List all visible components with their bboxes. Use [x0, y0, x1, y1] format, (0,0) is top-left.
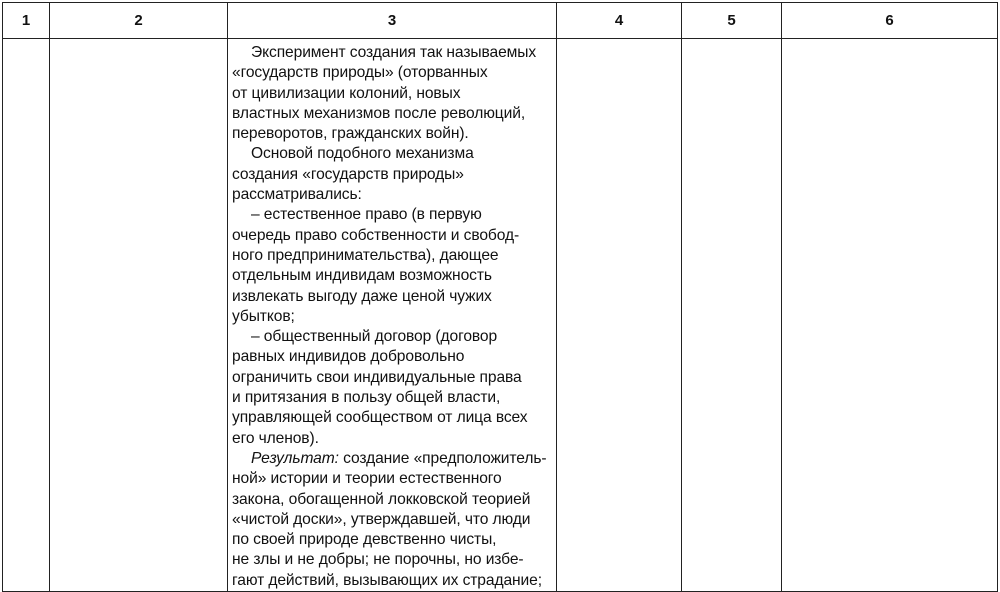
cell-col-2 — [50, 39, 228, 592]
cell-col-3 — [228, 39, 557, 592]
text-line: убытков; — [232, 307, 295, 325]
text-line: равных индивидов добровольно — [232, 348, 465, 366]
text-line: ной» истории и теории естественного — [232, 470, 502, 488]
column-3-text — [228, 39, 556, 591]
table-row — [3, 39, 998, 592]
text-line: «чистой доски», утверждавшей, что люди — [232, 510, 531, 528]
column-header-1: 1 — [3, 3, 50, 39]
text-line: отдельным индивидам возможность — [232, 267, 492, 285]
text-line: по своей природе девственно чисты, — [232, 531, 497, 549]
cell-col-5 — [682, 39, 782, 592]
result-text: создание «предположитель- — [338, 449, 547, 467]
text-line: Основой подобного механизма — [251, 145, 474, 163]
text-line: очередь право собственности и свобод- — [232, 226, 520, 244]
text-line: – естественное право (в первую — [251, 206, 482, 224]
cell-col-1 — [3, 39, 50, 592]
column-header-6: 6 — [782, 3, 998, 39]
text-line: ограничить свои индивидуальные права — [232, 368, 522, 386]
result-line — [232, 449, 552, 469]
column-header-5: 5 — [682, 3, 782, 39]
column-header-4: 4 — [557, 3, 682, 39]
cell-col-6 — [782, 39, 998, 592]
content-table — [2, 2, 998, 592]
text-line: Эксперимент создания так называемых — [251, 44, 537, 61]
text-line: извлекать выгоду даже ценой чужих — [232, 287, 492, 305]
cell-col-4 — [557, 39, 682, 592]
text-line: – общественный договор (договор — [251, 328, 498, 346]
text-line: закона, обогащенной локковской теорией — [232, 490, 531, 508]
text-line: управляющей сообществом от лица всех — [232, 409, 528, 427]
text-line: его членов). — [232, 429, 319, 447]
text-line: ного предпринимательства), дающее — [232, 246, 499, 264]
text-line: рассматривались: — [232, 186, 362, 204]
column-header-3: 3 — [228, 3, 557, 39]
text-line: создания «государств природы» — [232, 165, 464, 183]
text-line: властных механизмов после революций, — [232, 104, 526, 122]
text-line: «государств природы» (оторванных — [232, 64, 488, 82]
result-label: Результат: — [251, 449, 339, 467]
text-line: от цивилизации колоний, новых — [232, 84, 461, 102]
text-line: и притязания в пользу общей власти, — [232, 389, 501, 407]
text-line: гают действий, вызывающих их страдание; — [232, 571, 542, 589]
column-header-2: 2 — [50, 3, 228, 39]
text-line: не злы и не добры; не порочны, но избе- — [232, 551, 524, 569]
header-row — [3, 3, 998, 39]
text-line: переворотов, гражданских войн). — [232, 125, 469, 143]
